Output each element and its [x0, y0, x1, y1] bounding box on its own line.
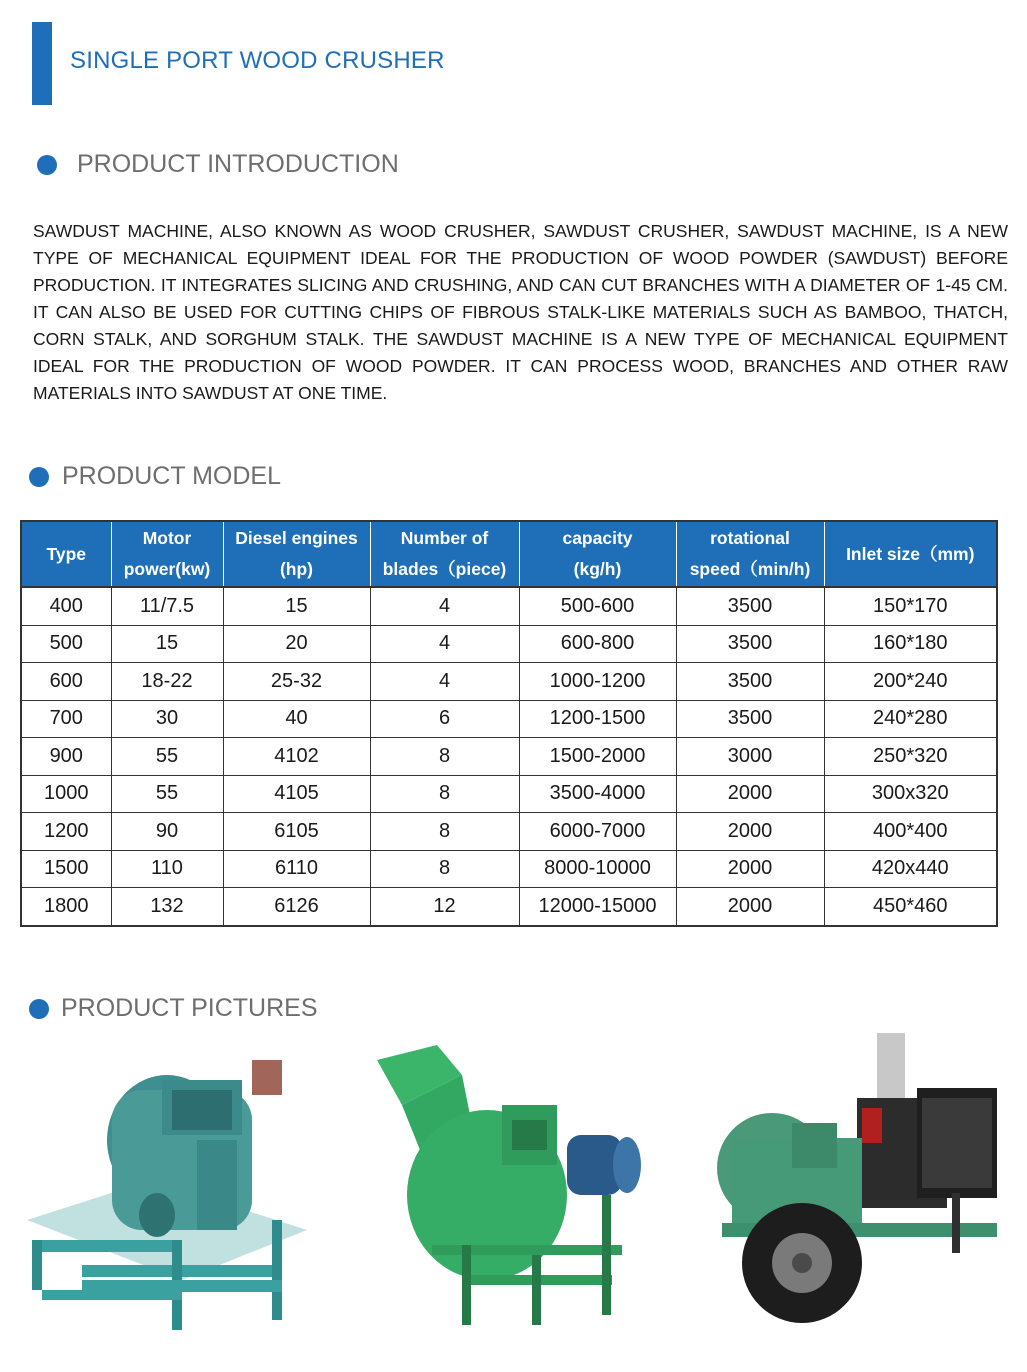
cell-type: 1000: [21, 775, 111, 813]
cell-type: 1800: [21, 888, 111, 926]
page-title: SINGLE PORT WOOD CRUSHER: [70, 47, 445, 74]
cell-type: 900: [21, 738, 111, 776]
cell-inlet: 200*240: [824, 663, 997, 701]
cell-blades: 12: [370, 888, 519, 926]
cell-motor: 18-22: [111, 663, 223, 701]
product-picture-1: [22, 1050, 312, 1350]
section-introduction-label: PRODUCT INTRODUCTION: [77, 150, 399, 178]
header-type: Type: [21, 521, 111, 587]
cell-motor: 55: [111, 775, 223, 813]
cell-motor: 55: [111, 738, 223, 776]
bullet-dot-icon: [37, 155, 57, 175]
spec-table: [20, 520, 998, 927]
cell-capacity: 6000-7000: [519, 813, 676, 851]
table-row: [21, 700, 997, 738]
cell-type: 700: [21, 700, 111, 738]
header-diesel-engines: Diesel engines (hp): [223, 521, 370, 587]
cell-capacity: 1200-1500: [519, 700, 676, 738]
cell-speed: 3500: [676, 587, 824, 625]
section-model-heading: [29, 462, 281, 491]
cell-speed: 3500: [676, 663, 824, 701]
table-row: [21, 587, 997, 625]
cell-capacity: 1000-1200: [519, 663, 676, 701]
cell-capacity: 1500-2000: [519, 738, 676, 776]
cell-type: 1200: [21, 813, 111, 851]
cell-inlet: 400*400: [824, 813, 997, 851]
cell-blades: 8: [370, 850, 519, 888]
cell-speed: 3500: [676, 625, 824, 663]
cell-diesel: 4102: [223, 738, 370, 776]
cell-speed: 3000: [676, 738, 824, 776]
cell-type: 500: [21, 625, 111, 663]
cell-speed: 2000: [676, 888, 824, 926]
intro-paragraph: SAWDUST MACHINE, ALSO KNOWN AS WOOD CRUSHER, SAWDUST CRUSHER, SAWDUST MACHINE, IS A NEW TYPE OF MECHANICAL EQUIPMENT IDEAL FOR THE PRODUCTION OF WOOD POWDER (SAWDUST) BEFORE PRODUCTION. IT INTEGRATES SLICING AND CRUSHING, AND CAN CUT BRANCHES WITH A DIAMETER OF 1-45 CM. IT CAN ALSO BE USED FOR CUTTING CHIPS OF FIBROUS STALK-LIKE MATERIALS SUCH AS BAMBOO, THATCH, CORN STALK, AND SORGHUM STALK. THE SAWDUST MACHINE IS A NEW TYPE OF MECHANICAL EQUIPMENT IDEAL FOR THE PRODUCTION OF WOOD POWDER. IT CAN PROCESS WOOD, BRANCHES AND OTHER RAW MATERIALS INTO SAWDUST AT ONE TIME.: [33, 221, 1008, 403]
cell-speed: 2000: [676, 850, 824, 888]
cell-capacity: 8000-10000: [519, 850, 676, 888]
cell-speed: 2000: [676, 813, 824, 851]
cell-type: 1500: [21, 850, 111, 888]
cell-inlet: 300x320: [824, 775, 997, 813]
table-row: [21, 663, 997, 701]
cell-blades: 8: [370, 738, 519, 776]
cell-capacity: 12000-15000: [519, 888, 676, 926]
cell-capacity: 500-600: [519, 587, 676, 625]
header-inlet-size: Inlet size（mm): [824, 521, 997, 587]
header-rotational-speed: rotational speed（min/h): [676, 521, 824, 587]
cell-diesel: 15: [223, 587, 370, 625]
table-row: [21, 888, 997, 926]
product-picture-2: [372, 1045, 647, 1330]
header-capacity: capacity (kg/h): [519, 521, 676, 587]
cell-blades: 8: [370, 775, 519, 813]
cell-diesel: 6126: [223, 888, 370, 926]
section-introduction-heading: [37, 150, 399, 179]
cell-blades: 4: [370, 587, 519, 625]
product-picture-3: [712, 1028, 1012, 1328]
cell-inlet: 240*280: [824, 700, 997, 738]
table-header-row: [21, 521, 997, 587]
table-row: [21, 625, 997, 663]
cell-type: 400: [21, 587, 111, 625]
cell-blades: 6: [370, 700, 519, 738]
cell-diesel: 6105: [223, 813, 370, 851]
title-accent-bar: [32, 22, 52, 105]
cell-diesel: 4105: [223, 775, 370, 813]
cell-type: 600: [21, 663, 111, 701]
cell-capacity: 3500-4000: [519, 775, 676, 813]
cell-diesel: 25-32: [223, 663, 370, 701]
table-row: [21, 813, 997, 851]
cell-speed: 3500: [676, 700, 824, 738]
cell-motor: 11/7.5: [111, 587, 223, 625]
table-row: [21, 738, 997, 776]
cell-inlet: 250*320: [824, 738, 997, 776]
table-row: [21, 850, 997, 888]
cell-diesel: 6110: [223, 850, 370, 888]
cell-diesel: 40: [223, 700, 370, 738]
cell-blades: 8: [370, 813, 519, 851]
cell-inlet: 150*170: [824, 587, 997, 625]
cell-inlet: 420x440: [824, 850, 997, 888]
cell-motor: 110: [111, 850, 223, 888]
section-model-label: PRODUCT MODEL: [62, 462, 282, 490]
cell-inlet: 160*180: [824, 625, 997, 663]
cell-motor: 132: [111, 888, 223, 926]
header-motor-power: Motor power(kw): [111, 521, 223, 587]
bullet-dot-icon: [29, 467, 49, 487]
cell-speed: 2000: [676, 775, 824, 813]
cell-motor: 30: [111, 700, 223, 738]
cell-inlet: 450*460: [824, 888, 997, 926]
table-row: [21, 775, 997, 813]
cell-capacity: 600-800: [519, 625, 676, 663]
cell-motor: 15: [111, 625, 223, 663]
cell-blades: 4: [370, 663, 519, 701]
section-pictures-label: PRODUCT PICTURES: [61, 994, 318, 1022]
header-blades: Number of blades（piece): [370, 521, 519, 587]
cell-blades: 4: [370, 625, 519, 663]
cell-motor: 90: [111, 813, 223, 851]
section-pictures-heading: [29, 994, 318, 1023]
cell-diesel: 20: [223, 625, 370, 663]
bullet-dot-icon: [29, 999, 49, 1019]
